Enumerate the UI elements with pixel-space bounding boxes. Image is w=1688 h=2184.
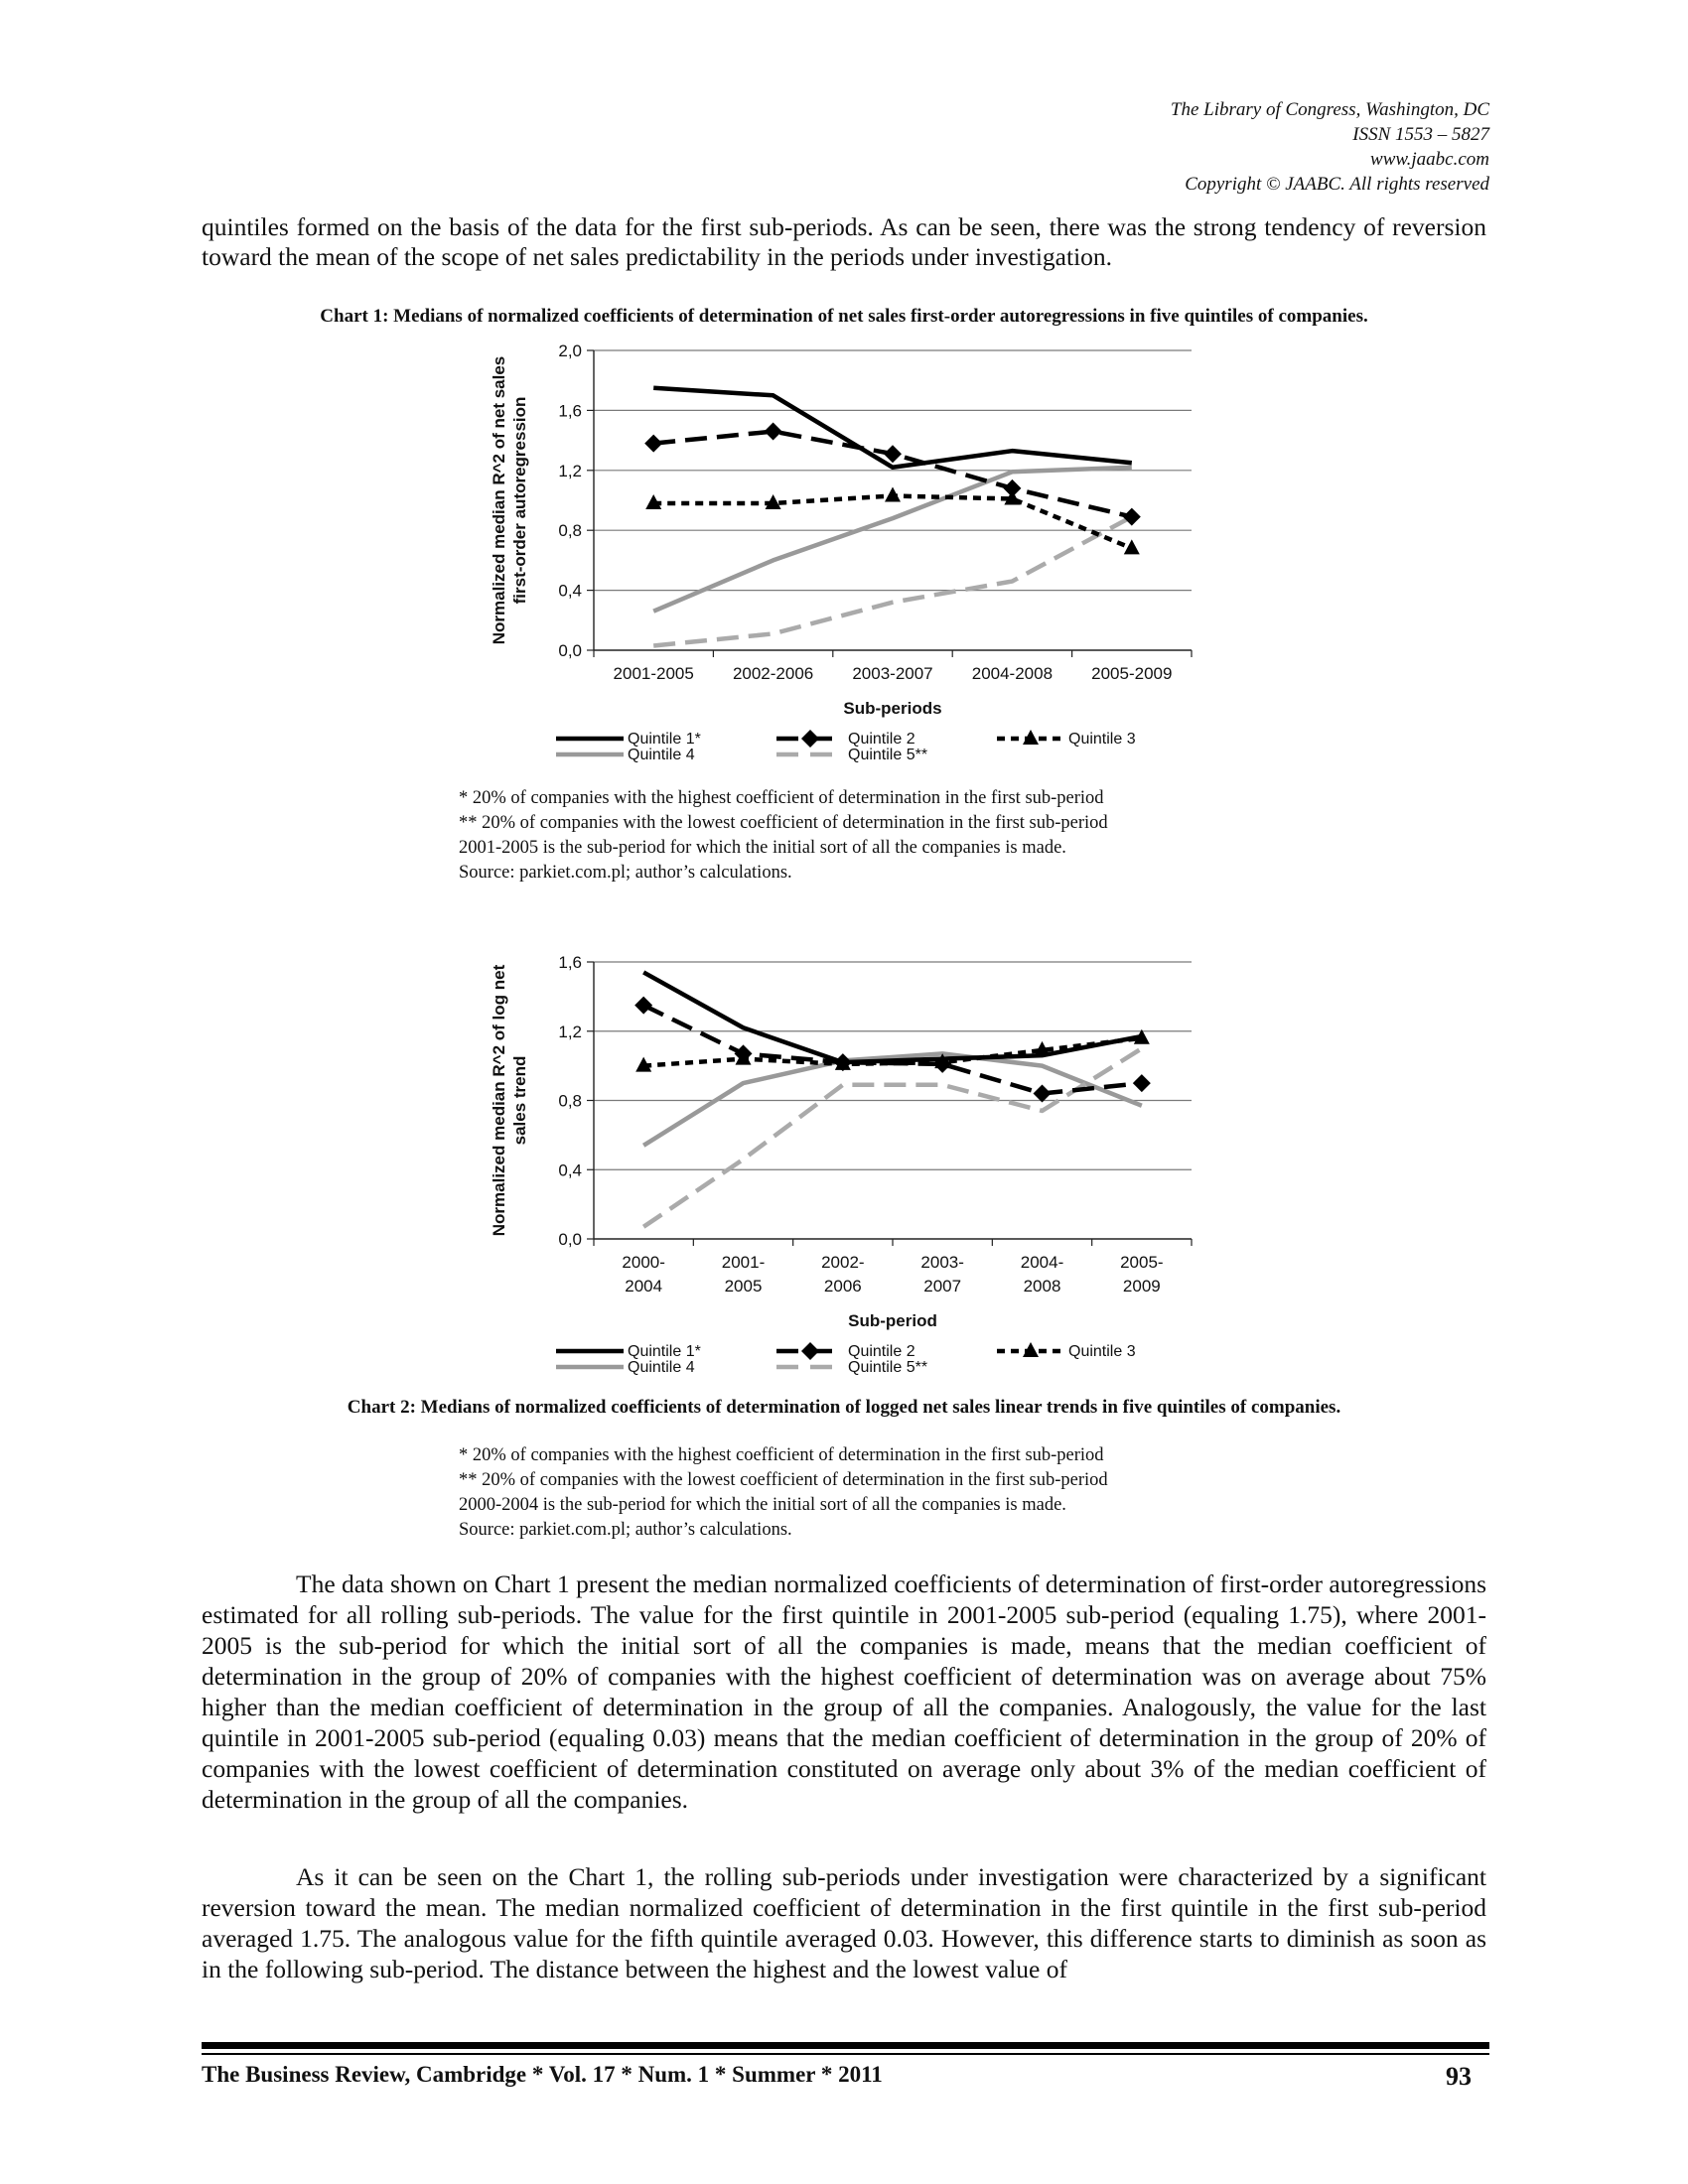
body-paragraph-1-text: The data shown on Chart 1 present the median normalized coefficients of determination of first-order autoregressions estimated for all rolling sub-periods. The value for the first quintile in 2001-2005 sub-period (equaling 1.75), where 2001-2005 is the sub-period for which the initial sort of all the companies is made, means that the median coefficient of determination in the group of 20% of companies with the highest coefficient of determination was on average about 75% higher than the median coefficient of determination in the group of all the companies. Analogously, the value for the last quintile in 2001-2005 sub-period (equaling 0.03) means that the median coefficient of determination in the group of 20% of companies with the lowest coefficient of determination constituted on average only about 3% of the median coefficient of determination in the group of all the companies. bbox=[202, 1570, 1486, 1814]
chart2-note-source: Source: parkiet.com.pl; author’s calculations. bbox=[459, 1520, 792, 1540]
chart2-legend-label: Quintile 1* bbox=[628, 1343, 701, 1360]
chart2 bbox=[477, 923, 1231, 1382]
chart2-y-axis-title-line2: sales trend bbox=[510, 1055, 529, 1146]
chart2-ytick-label: 1,2 bbox=[558, 1022, 582, 1041]
chart2-legend-item-q2 bbox=[776, 1342, 915, 1360]
chart2-legend-label: Quintile 2 bbox=[848, 1343, 915, 1360]
chart1-xtick-label: 2001-2005 bbox=[613, 664, 694, 683]
chart2-legend-label: Quintile 4 bbox=[628, 1359, 695, 1376]
chart2-caption: Chart 2: Medians of normalized coefficients of determination of logged net sales linear trends in five quintiles of companies. bbox=[347, 1397, 1341, 1418]
chart1-caption: Chart 1: Medians of normalized coefficients of determination of net sales first-order autoregressions in five quintiles of companies. bbox=[320, 306, 1368, 327]
chart1-legend-marker bbox=[801, 730, 819, 748]
body-paragraph-2 bbox=[202, 1861, 1486, 1984]
body-paragraph-1 bbox=[202, 1569, 1486, 1815]
chart1-legend-label: Quintile 5** bbox=[848, 747, 928, 763]
chart2-ytick-label: 0,4 bbox=[558, 1160, 582, 1180]
chart1-note-source: Source: parkiet.com.pl; author’s calculations. bbox=[459, 863, 792, 883]
chart1-ytick-label: 1,2 bbox=[558, 461, 582, 480]
chart1-ytick-label: 2,0 bbox=[558, 341, 582, 360]
chart1-series-point-q3 bbox=[1124, 539, 1140, 554]
chart1-ytick-label: 0,0 bbox=[558, 641, 582, 660]
chart1-legend-item-q2 bbox=[776, 730, 915, 748]
chart1-ytick-label: 0,4 bbox=[558, 581, 582, 601]
header-copyright: Copyright © JAABC. All rights reserved bbox=[1185, 174, 1489, 195]
chart2-xtick-label: 2009 bbox=[1122, 1277, 1161, 1296]
chart2-xtick-label: 2005 bbox=[724, 1277, 763, 1296]
chart2-legend-item-q5 bbox=[776, 1359, 927, 1376]
chart2-legend-item-q4 bbox=[556, 1359, 695, 1376]
chart1-series-point-q2 bbox=[1123, 508, 1141, 526]
chart2-ytick-label: 1,6 bbox=[558, 953, 582, 972]
chart1-y-axis-title-line2: first-order autoregression bbox=[510, 396, 529, 605]
chart1-notes bbox=[459, 786, 1108, 886]
chart2-xtick-label: 2003- bbox=[920, 1253, 964, 1272]
chart1-note-highest: * 20% of companies with the highest coefficient of determination in the first sub-period bbox=[459, 788, 1104, 808]
chart1-legend-label: Quintile 3 bbox=[1068, 731, 1136, 748]
chart2-ytick-label: 0,8 bbox=[558, 1091, 582, 1111]
chart2-series-point-q2 bbox=[1133, 1074, 1151, 1092]
chart1-legend-label: Quintile 4 bbox=[628, 747, 695, 763]
chart1-xtick-label: 2004-2008 bbox=[971, 664, 1054, 683]
chart2-series-point-q2 bbox=[634, 997, 652, 1015]
chart1-legend-item-q1 bbox=[556, 731, 701, 748]
chart2-xtick-label: 2007 bbox=[923, 1277, 962, 1296]
chart1-series-point-q2 bbox=[765, 423, 782, 441]
footer-rule-thick bbox=[202, 2042, 1489, 2049]
header-issn: ISSN 1553 – 5827 bbox=[1352, 124, 1489, 145]
chart1-note-lowest: ** 20% of companies with the lowest coefficient of determination in the first sub-period bbox=[459, 813, 1108, 833]
chart1-series-point-q2 bbox=[644, 435, 662, 453]
chart2-xtick-label: 2008 bbox=[1023, 1277, 1061, 1296]
header-website: www.jaabc.com bbox=[1370, 149, 1489, 170]
chart2-legend-label: Quintile 5** bbox=[848, 1359, 928, 1376]
chart2-xtick-label: 2005- bbox=[1120, 1253, 1164, 1272]
chart2-xtick-label: 2002- bbox=[821, 1253, 865, 1272]
chart2-xtick-label: 2006 bbox=[823, 1277, 862, 1296]
intro-paragraph: quintiles formed on the basis of the data for the first sub-periods. As can be seen, there was the strong tendency of reversion toward the mean of the scope of net sales predictability in the periods under investigation. bbox=[202, 212, 1486, 271]
chart1-legend-item-q4 bbox=[556, 747, 695, 763]
chart2-legend-item-q3 bbox=[997, 1342, 1136, 1360]
footer-rule-thin bbox=[202, 2053, 1489, 2055]
chart1-x-axis-title: Sub-periods bbox=[843, 699, 942, 718]
chart2-xtick-label: 2001- bbox=[721, 1253, 766, 1272]
chart2-legend-label: Quintile 3 bbox=[1068, 1343, 1136, 1360]
chart2-series-point-q2 bbox=[1034, 1085, 1052, 1103]
chart1 bbox=[477, 336, 1231, 772]
chart2-note-sort: 2000-2004 is the sub-period for which the initial sort of all the companies is made. bbox=[459, 1495, 1066, 1515]
page-number: 93 bbox=[1446, 2062, 1472, 2091]
footer-journal: The Business Review, Cambridge * Vol. 17 * Num. 1 * Summer * 2011 bbox=[202, 2062, 883, 2087]
chart2-note-highest: * 20% of companies with the highest coefficient of determination in the first sub-period bbox=[459, 1445, 1104, 1465]
chart2-notes bbox=[459, 1443, 1108, 1543]
chart1-ytick-label: 0,8 bbox=[558, 521, 582, 541]
chart1-xtick-label: 2003-2007 bbox=[852, 664, 933, 683]
chart2-note-lowest: ** 20% of companies with the lowest coefficient of determination in the first sub-period bbox=[459, 1470, 1108, 1490]
body-paragraph-2-text: As it can be seen on the Chart 1, the rolling sub-periods under investigation were characterized by a significant reversion toward the mean. The median normalized coefficient of determination in the first quintile in the first sub-period averaged 1.75. The analogous value for the fifth quintile averaged 0.03. However, this difference starts to diminish as soon as in the following sub-period. The distance between the highest and the lowest value of bbox=[202, 1862, 1486, 1983]
chart1-series-line-q3 bbox=[653, 495, 1132, 548]
chart1-xtick-label: 2002-2006 bbox=[732, 664, 814, 683]
chart2-y-axis-title-line1: Normalized median R^2 of log net bbox=[490, 964, 508, 1237]
header-library: The Library of Congress, Washington, DC bbox=[1170, 99, 1489, 120]
chart1-y-axis-title-line1: Normalized median R^2 of net sales bbox=[490, 355, 508, 645]
chart2-xtick-label: 2000- bbox=[622, 1253, 665, 1272]
chart1-legend-item-q3 bbox=[997, 730, 1136, 748]
chart2-legend-marker bbox=[801, 1342, 819, 1360]
journal-header bbox=[1171, 97, 1489, 197]
chart1-series-point-q3 bbox=[885, 486, 901, 501]
chart1-series-point-q2 bbox=[884, 445, 902, 463]
chart1-legend-item-q5 bbox=[776, 747, 927, 763]
chart2-series-line-q4 bbox=[643, 1053, 1142, 1145]
chart1-xtick-label: 2005-2009 bbox=[1091, 664, 1173, 683]
chart1-legend-label: Quintile 2 bbox=[848, 731, 915, 748]
chart1-note-sort: 2001-2005 is the sub-period for which the initial sort of all the companies is made. bbox=[459, 838, 1066, 858]
chart1-legend-label: Quintile 1* bbox=[628, 731, 701, 748]
chart1-ytick-label: 1,6 bbox=[558, 401, 582, 421]
chart2-x-axis-title: Sub-period bbox=[848, 1311, 937, 1330]
chart2-legend-item-q1 bbox=[556, 1343, 701, 1360]
chart2-xtick-label: 2004- bbox=[1020, 1253, 1064, 1272]
chart2-xtick-label: 2004 bbox=[625, 1277, 663, 1296]
chart2-ytick-label: 0,0 bbox=[558, 1230, 582, 1249]
